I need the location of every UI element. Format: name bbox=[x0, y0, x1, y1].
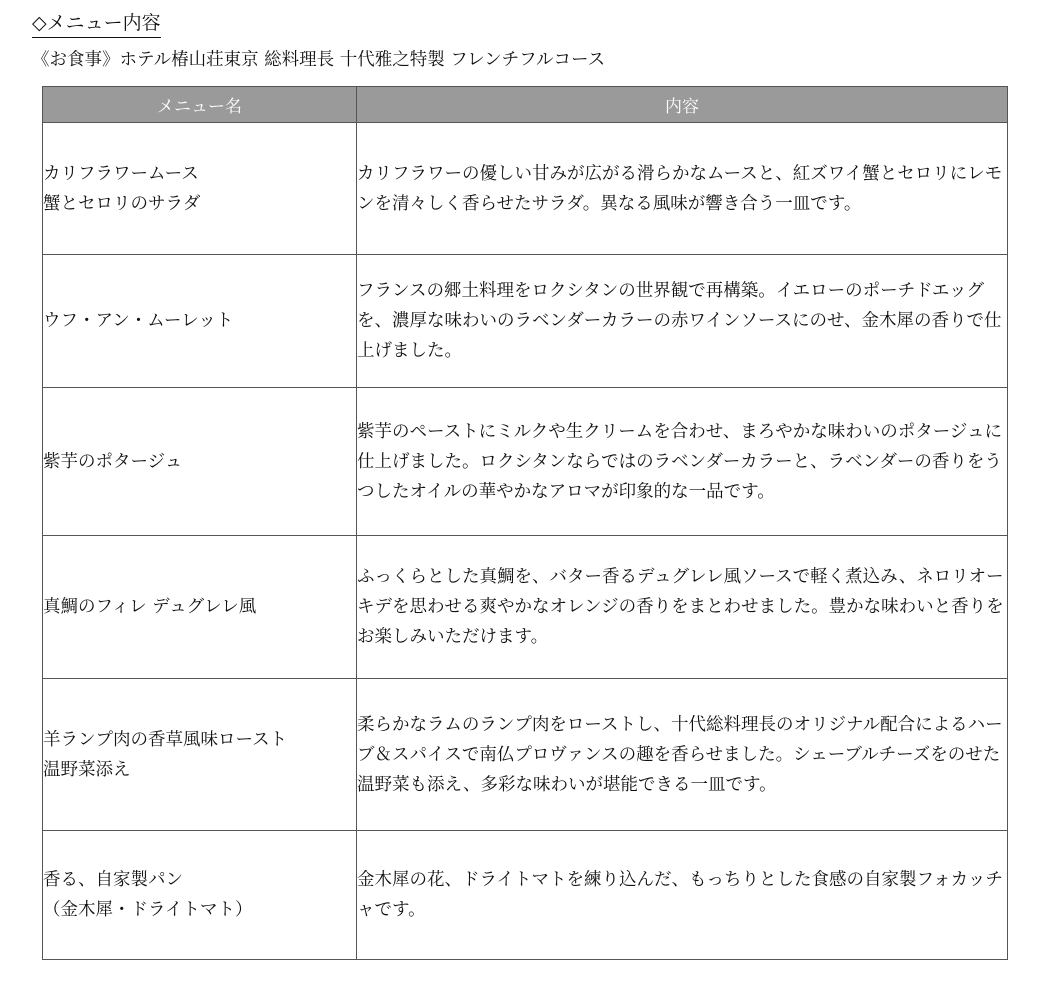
menu-description-cell: ふっくらとした真鯛を、バター香るデュグレレ風ソースで軽く煮込み、ネロリオーキデを思わせる爽やかなオレンジの香りをまとわせました。豊かな味わいと香りをお楽しみいただけます。 bbox=[357, 536, 1008, 679]
menu-name-cell: 香る、自家製パン （金木犀・ドライトマト） bbox=[43, 831, 357, 960]
table-row bbox=[43, 255, 1008, 388]
menu-description-cell: フランスの郷土料理をロクシタンの世界観で再構築。イエローのポーチドエッグを、濃厚な味わいのラベンダーカラーの赤ワインソースにのせ、金木犀の香りで仕上げました。 bbox=[357, 255, 1008, 388]
menu-table bbox=[42, 86, 1008, 960]
course-subtitle: 《お食事》ホテル椿山荘東京 総料理長 十代雅之特製 フレンチフルコース bbox=[32, 50, 606, 70]
menu-name-cell: カリフラワームース 蟹とセロリのサラダ bbox=[43, 123, 357, 255]
header-menu-name: メニュー名 bbox=[43, 87, 357, 123]
menu-description-cell: カリフラワーの優しい甘みが広がる滑らかなムースと、紅ズワイ蟹とセロリにレモンを清々しく香らせたサラダ。異なる風味が響き合う一皿です。 bbox=[357, 123, 1008, 255]
menu-name-cell: ウフ・アン・ムーレット bbox=[43, 255, 357, 388]
header-description: 内容 bbox=[357, 87, 1008, 123]
table-row bbox=[43, 679, 1008, 831]
menu-name-cell: 羊ランプ肉の香草風味ロースト 温野菜添え bbox=[43, 679, 357, 831]
menu-name-cell: 真鯛のフィレ デュグレレ風 bbox=[43, 536, 357, 679]
menu-name-cell: 紫芋のポタージュ bbox=[43, 388, 357, 536]
section-heading: ◇メニュー内容 bbox=[32, 10, 161, 38]
table-row bbox=[43, 123, 1008, 255]
table-header-row bbox=[43, 87, 1008, 123]
table-row bbox=[43, 388, 1008, 536]
menu-description-cell: 金木犀の花、ドライトマトを練り込んだ、もっちりとした食感の自家製フォカッチャです。 bbox=[357, 831, 1008, 960]
menu-description-cell: 紫芋のペーストにミルクや生クリームを合わせ、まろやかな味わいのポタージュに仕上げました。ロクシタンならではのラベンダーカラーと、ラベンダーの香りをうつしたオイルの華やかなアロマが印象的な一品です。 bbox=[357, 388, 1008, 536]
table-row bbox=[43, 831, 1008, 960]
menu-description-cell: 柔らかなラムのランプ肉をローストし、十代総料理長のオリジナル配合によるハーブ＆スパイスで南仏プロヴァンスの趣を香らせました。シェーブルチーズをのせた温野菜も添え、多彩な味わいが堪能できる一皿です。 bbox=[357, 679, 1008, 831]
table-row bbox=[43, 536, 1008, 679]
